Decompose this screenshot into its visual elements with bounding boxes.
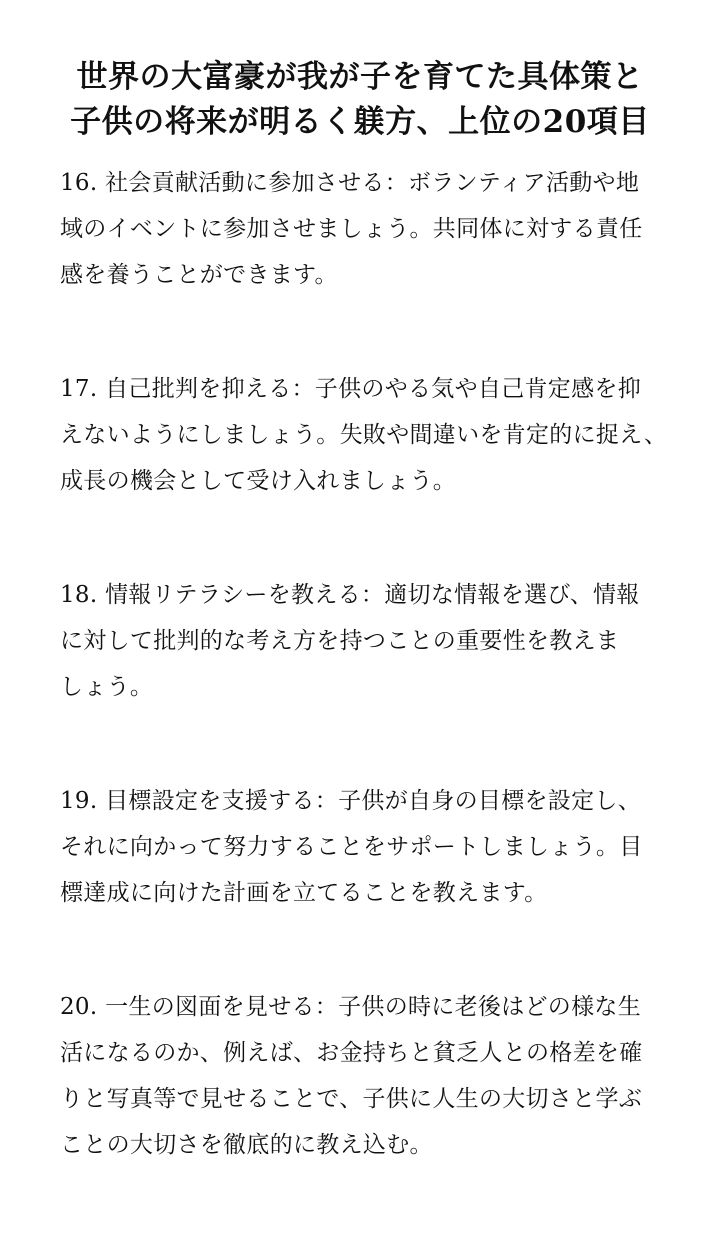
item-18-line-1: 18. 情報リテラシーを教える：適切な情報を選び、情報 [60,582,640,608]
item-17-line-1: 17. 自己批判を抑える：子供のやる気や自己肯定感を抑 [60,376,641,402]
item-17-line-2: えないようにしましょう。失敗や間違いを肯定的に捉え、 [60,422,668,448]
item-20-line-3: りと写真等で見せることで、子供に人生の大切さと学ぶ [60,1086,643,1112]
item-20-line-2: 活になるのか、例えば、お金持ちと貧乏人との格差を確 [60,1040,643,1066]
item-18-line-2: に対して批判的な考え方を持つことの重要性を教えま [60,628,620,654]
item-17-line-3: 成長の機会として受け入れましょう。 [60,468,457,494]
title-line-1: 世界の大富豪が我が子を育てた具体策と [76,58,644,95]
page-title [0,55,720,145]
item-list [60,160,675,1236]
title-line-2: 子供の将来が明るく躾方、上位の20項目 [70,103,650,140]
list-item-16 [60,160,675,298]
item-19-line-1: 19. 目標設定を支援する：子供が自身の目標を設定し、 [60,788,641,814]
item-16-line-2: 域のイベントに参加させましょう。共同体に対する責任 [60,216,643,242]
item-16-line-3: 感を養うことができます。 [60,262,338,288]
item-20-line-4: ことの大切さを徹底的に教え込む。 [60,1132,433,1158]
item-18-line-3: しょう。 [60,674,154,700]
list-item-17 [60,366,675,504]
list-item-19 [60,778,675,916]
item-20-line-1: 20. 一生の図面を見せる：子供の時に老後はどの様な生 [60,994,641,1020]
item-16-line-1: 16. 社会貢献活動に参加させる：ボランティア活動や地 [60,170,640,196]
item-19-line-2: それに向かって努力することをサポートしましょう。目 [60,834,643,860]
item-19-line-3: 標達成に向けた計画を立てることを教えます。 [60,880,548,906]
list-item-20 [60,984,675,1168]
list-item-18 [60,572,675,710]
